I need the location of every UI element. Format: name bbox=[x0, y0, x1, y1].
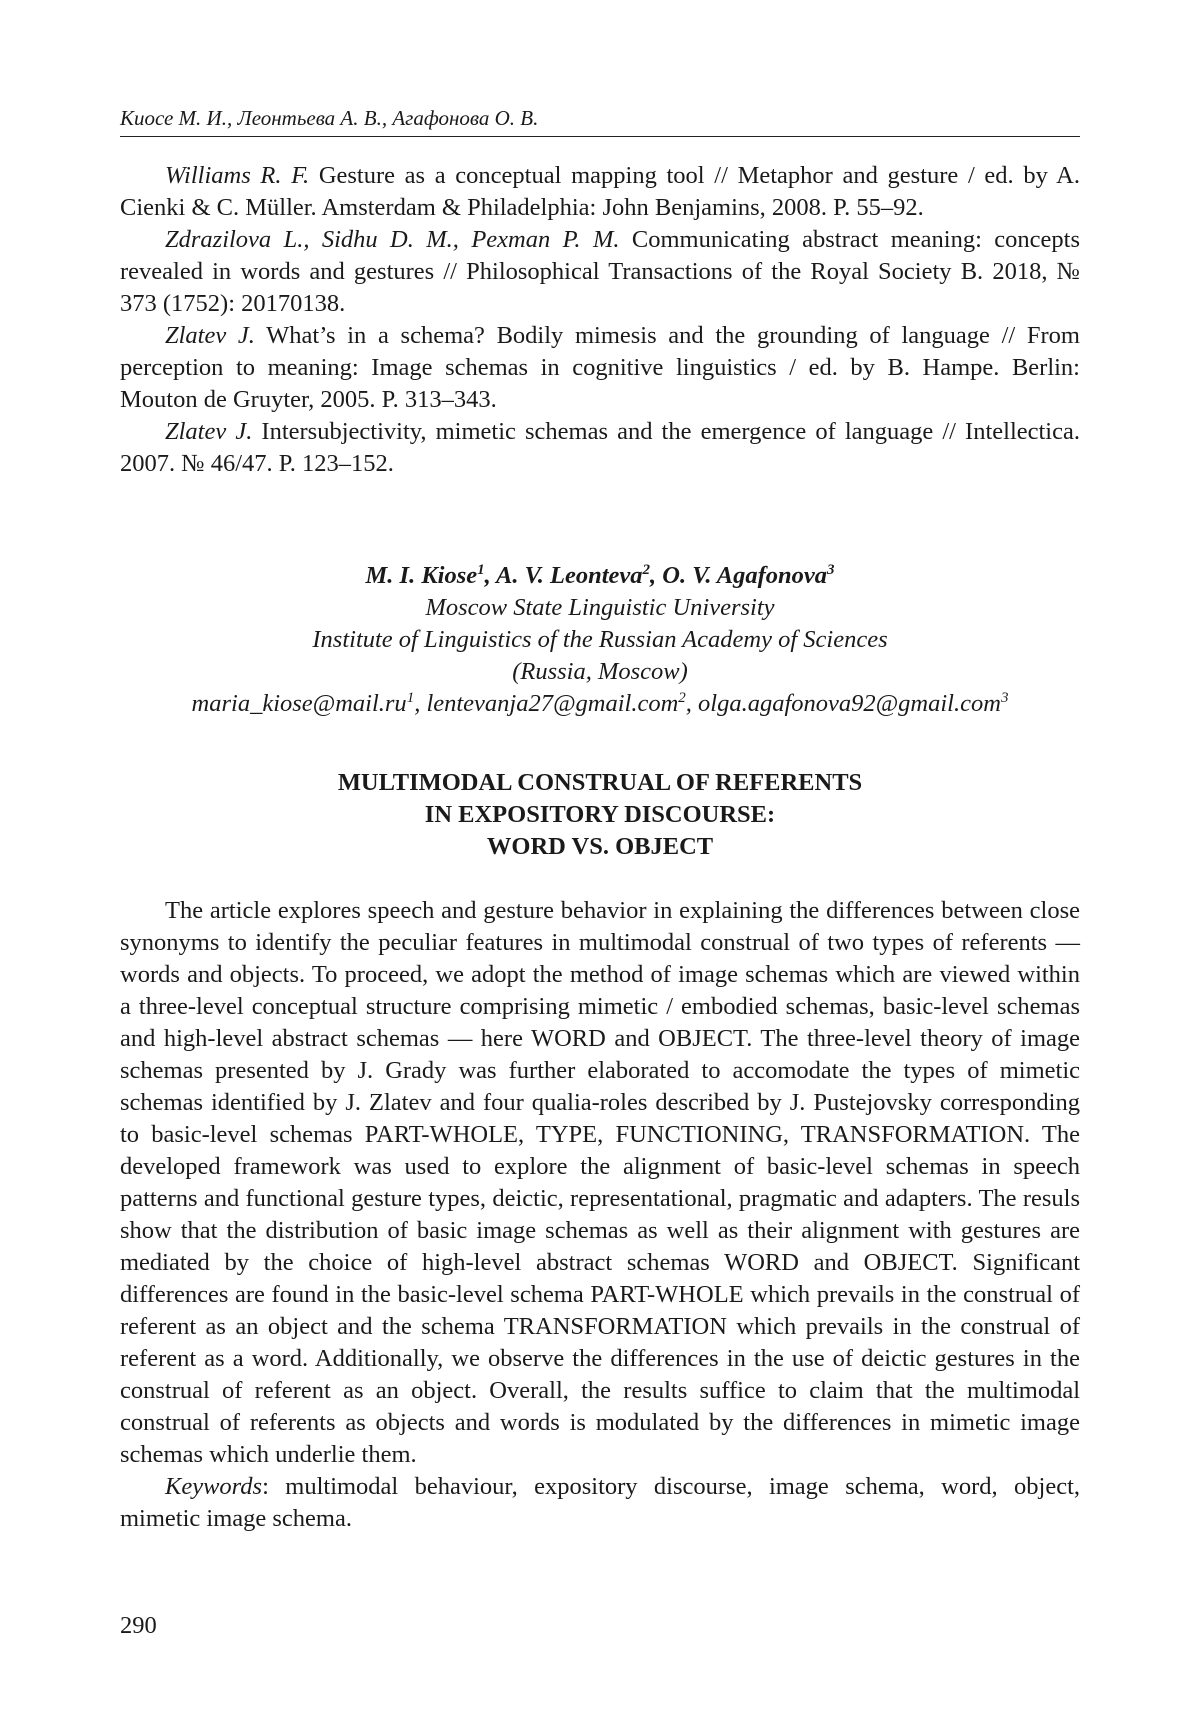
author-names bbox=[120, 560, 1080, 592]
reference-text: Intersubjectivity, mimetic schemas and the emergence of language // Intellectica. 2007. № 46/47. P. 123–152. bbox=[120, 418, 1080, 477]
reference-authors: Williams R. F. bbox=[165, 162, 310, 189]
author-name: A. V. Leonteva bbox=[495, 562, 643, 589]
reference-authors: Zlatev J. bbox=[165, 322, 255, 349]
running-head: Киосе М. И., Леонтьева А. В., Агафонова О. В. bbox=[120, 106, 539, 130]
author-sup: 1 bbox=[477, 561, 485, 578]
email-sup: 1 bbox=[406, 689, 415, 706]
authors-block bbox=[120, 560, 1080, 720]
article-title bbox=[120, 767, 1080, 863]
title-line: WORD VS. OBJECT bbox=[486, 833, 714, 860]
title-line: IN EXPOSITORY DISCOURSE: bbox=[424, 801, 776, 828]
author-separator: , bbox=[484, 562, 496, 589]
email-sup: 3 bbox=[1000, 689, 1009, 706]
header-rule bbox=[120, 136, 1080, 137]
keywords bbox=[120, 1471, 1080, 1535]
page-number: 290 bbox=[120, 1612, 157, 1639]
reference-text: Communicating abstract meaning: concepts revealed in words and gestures // Philosophical Transactions of the Royal Society B. 2018, № 373 (1752): 20170138. bbox=[120, 226, 1081, 317]
title-line: MULTIMODAL CONSTRUAL OF REFERENTS bbox=[337, 769, 863, 796]
abstract-body: The article explores speech and gesture behavior in explaining the differences between close synonyms to identify the peculiar features in multimodal construal of two types of referents — words and objects. To proceed, we adopt the method of image schemas which are viewed within a three-level conceptual structure comprising mimetic / embodied schemas, basic-level schemas and high-level abstract schemas — here WORD and OBJECT. The three-level theory of image schemas presented by J. Grady was further elaborated to accomodate the types of mimetic schemas identified by J. Zlatev and four qualia-roles described by J. Pustejovsky corresponding to basic-level schemas PART-WHOLE, TYPE, FUNCTIONING, TRANSFORMATION. The developed framework was used to explore the alignment of basic-level schemas in speech patterns and functional gesture types, deictic, representational, pragmatic and adapters. The resuls show that the distribution of basic image schemas as well as their alignment with gestures are mediated by the choice of high-level abstract schemas WORD and OBJECT. Significant differences are found in the basic-level schema PART-WHOLE which prevails in the construal of referent as an object and the schema TRANSFORMATION which prevails in the construal of referent as a word. Additionally, we observe the differences in the use of deictic gestures in the construal of referent as an object. Overall, the results suffice to claim that the multimodal construal of referents as objects and words is modulated by the differences in mimetic image schemas which underlie them. bbox=[120, 897, 1080, 1468]
keywords-label: Keywords bbox=[165, 1473, 263, 1500]
email: olga.agafonova92@gmail.com bbox=[698, 690, 1001, 717]
reference-item bbox=[120, 320, 1080, 416]
reference-text: What’s in a schema? Bodily mimesis and the grounding of language // From perception to meaning: Image schemas in cognitive linguistics / ed. by B. Hampe. Berlin: Mouton de Gruyter, 2005. P. 313–343. bbox=[120, 322, 1080, 413]
affiliation: Moscow State Linguistic University bbox=[425, 594, 775, 621]
keywords-text: : multimodal behaviour, expository discourse, image schema, word, object, mimetic image schema. bbox=[120, 1473, 1080, 1532]
email-separator: , bbox=[685, 690, 699, 717]
reference-item bbox=[120, 416, 1080, 480]
reference-list bbox=[120, 160, 1080, 480]
author-separator: , bbox=[650, 562, 663, 589]
email-separator: , bbox=[414, 690, 427, 717]
author-name: O. V. Agafonova bbox=[662, 562, 827, 589]
author-name: M. I. Kiose bbox=[365, 562, 478, 589]
abstract bbox=[120, 895, 1080, 1535]
email-sup: 2 bbox=[678, 689, 686, 706]
affiliation-location: (Russia, Moscow) bbox=[512, 658, 688, 685]
email: maria_kiose@mail.ru bbox=[191, 690, 407, 717]
author-sup: 3 bbox=[827, 561, 835, 578]
reference-authors: Zdrazilova L., Sidhu D. M., Pexman P. M. bbox=[165, 226, 620, 253]
reference-text: Gesture as a conceptual mapping tool // Metaphor and gesture / ed. by A. Cienki & C. Müller. Amsterdam & Philadelphia: John Benjamins, 2008. P. 55–92. bbox=[120, 162, 1080, 221]
email: lentevanja27@gmail.com bbox=[426, 690, 679, 717]
reference-item bbox=[120, 224, 1080, 320]
reference-item bbox=[120, 160, 1080, 224]
affiliation: Institute of Linguistics of the Russian Academy of Sciences bbox=[312, 626, 888, 653]
author-sup: 2 bbox=[642, 561, 651, 578]
reference-authors: Zlatev J. bbox=[165, 418, 253, 445]
author-emails bbox=[120, 688, 1080, 720]
